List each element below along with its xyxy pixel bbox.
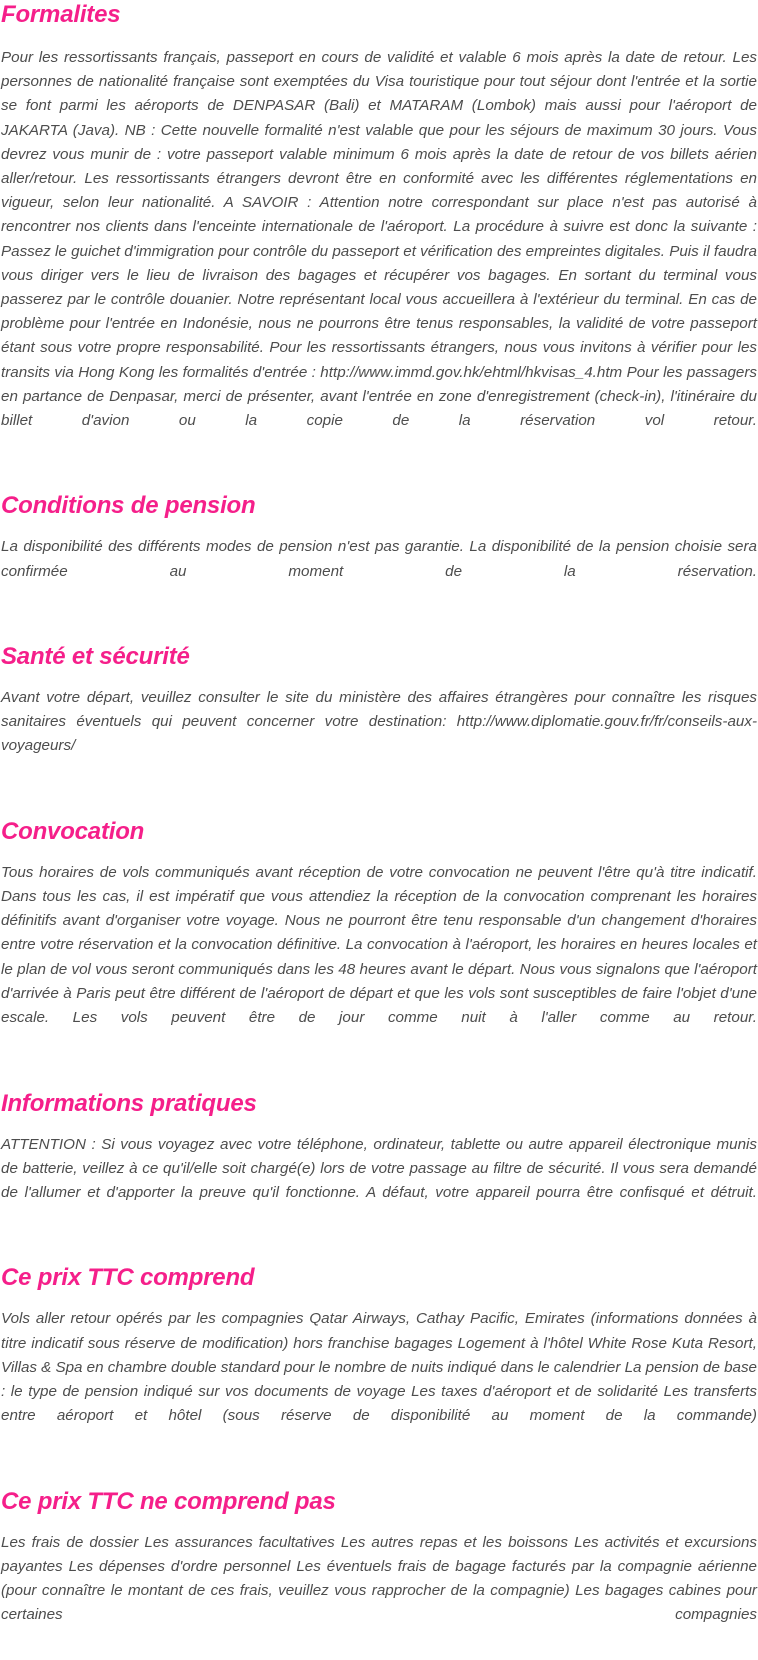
section-body-ce-prix-ttc-ne-comprend-pas: Les frais de dossier Les assurances facultatives Les autres repas et les boissons Les activités et excursions payantes Les dépenses d'ordre personnel Les éventuels frais de bagage facturés par la compagnie aérienne (pour connaître le montant de ces frais, veuillez vous rapprocher de la compagnie) Les bagages cabines pour certaines compagnies — [1, 1533, 757, 1624]
section-body-sante-et-securite: Avant votre départ, veuillez consulter le site du ministère des affaires étrangères pour connaître les risques sanitaires éventuels qui peuvent concerner votre destination: http://www.diplomatie.gouv.fr/fr/conseils-aux-voyageurs/ — [1, 689, 757, 755]
section-formalites — [1, 0, 757, 457]
section-body-convocation: Tous horaires de vols communiqués avant réception de votre convocation ne peuvent l'être qu'à titre indicatif. Dans tous les cas, il est impératif que vous attendiez la réception de la convocation comprenant les horaires définitifs avant d'organiser votre voyage. Nous ne pourront être tenu responsable d'un changement d'horaires entre votre réservation et la convocation définitive. La convocation à l'aéroport, les horaires en heures locales et le plan de vol vous seront communiqués dans les 48 heures avant le départ. Nous vous signalons que l'aéroport d'arrivée à Paris peut être différent de l'aéroport de départ et que les vols sont susceptibles de faire l'objet d'une escale. Les vols peuvent être de jour comme nuit à l'aller comme au retour. — [1, 863, 757, 1027]
section-body-informations-pratiques: ATTENTION : Si vous voyagez avec votre téléphone, ordinateur, tablette ou autre appareil électronique munis de batterie, veillez à ce qu'il/elle soit chargé(e) lors de votre passage au filtre de sécurité. Il vous sera demandé de l'allumer et d'apporter la preuve qu'il fonctionne. A défaut, votre appareil pourra être confisqué et détruit. — [1, 1135, 757, 1201]
section-body-conditions-de-pension: La disponibilité des différents modes de pension n'est pas garantie. La disponibilité de la pension choisie sera confirmée au moment de la réservation. — [1, 538, 757, 580]
section-title-formalites: Formalites — [1, 1, 121, 28]
section-title-ce-prix-ttc-comprend: Ce prix TTC comprend — [1, 1264, 255, 1292]
section-body-formalites: Pour les ressortissants français, passeport en cours de validité et valable 6 mois après la date de retour. Les personnes de nationalité française sont exemptées du Visa touristique pour tout séjour dont l'entrée et la sortie se font parmi les aéroports de DENPASAR (Bali) et MATARAM (Lombok) mais aussi pour l'aéroport de JAKARTA (Java). NB : Cette nouvelle formalité n'est valable que pour les séjours de maximum 30 jours. Vous devrez vous munir de : votre passeport valable minimum 6 mois après la date de retour de vos billets aérien aller/retour. Les ressortissants étrangers devront être en conformité avec les différentes réglementations en vigueur, selon leur nationalité. A SAVOIR : Attention notre correspondant sur place n'est pas autorisé à rencontrer nos clients dans l'enceinte internationale de l'aéroport. La procédure à suivre est donc la suivante : Passez le guichet d'immigration pour contrôle du passeport et vérification des empreintes digitales. Puis il faudra vous diriger vers le lieu de livraison des bagages et récupérer vos bagages. En sortant du terminal vous passerez par le contrôle douanier. Notre représentant local vous accueillera à l'extérieur du terminal. En cas de problème pour l'entrée en Indonésie, nous ne pourrons être tenus responsables, la validité de votre passeport étant sous votre propre responsabilité. Pour les ressortissants étrangers, nous vous invitons à vérifier pour les transits via Hong Kong les formalités d'entrée : http://www.immd.gov.hk/ehtml/hkvisas_4.htm Pour les passagers en partance de Denpasar, merci de présenter, avant l'entrée en zone d'enregistrement (check-in), l'itinéraire du billet d'avion ou la copie de la réservation vol retour. — [1, 49, 757, 430]
section-ce-prix-ttc-comprend — [1, 1263, 757, 1452]
section-sante-et-securite — [1, 642, 757, 783]
section-title-sante-et-securite: Santé et sécurité — [1, 643, 190, 671]
section-title-conditions-de-pension: Conditions de pension — [1, 492, 256, 520]
section-conditions-de-pension — [1, 491, 757, 608]
section-title-informations-pratiques: Informations pratiques — [1, 1089, 257, 1117]
section-convocation — [1, 817, 757, 1055]
section-informations-pratiques — [1, 1089, 757, 1230]
section-title-ce-prix-ttc-ne-comprend-pas: Ce prix TTC ne comprend pas — [1, 1487, 336, 1515]
section-body-ce-prix-ttc-comprend: Vols aller retour opérés par les compagnies Qatar Airways, Cathay Pacific, Emirates (informations données à titre indicatif sous réserve de modification) hors franchise bagages Logement à l'hôtel White Rose Kuta Resort, Villas & Spa en chambre double standard pour le nombre de nuits indiqué dans le calendrier La pension de base : le type de pension indiqué sur vos documents de voyage Les taxes d'aéroport et de solidarité Les transferts entre aéroport et hôtel (sous réserve de disponibilité au moment de la commande) — [1, 1310, 757, 1425]
section-ce-prix-ttc-ne-comprend-pas — [1, 1487, 757, 1652]
section-title-convocation: Convocation — [1, 817, 145, 845]
